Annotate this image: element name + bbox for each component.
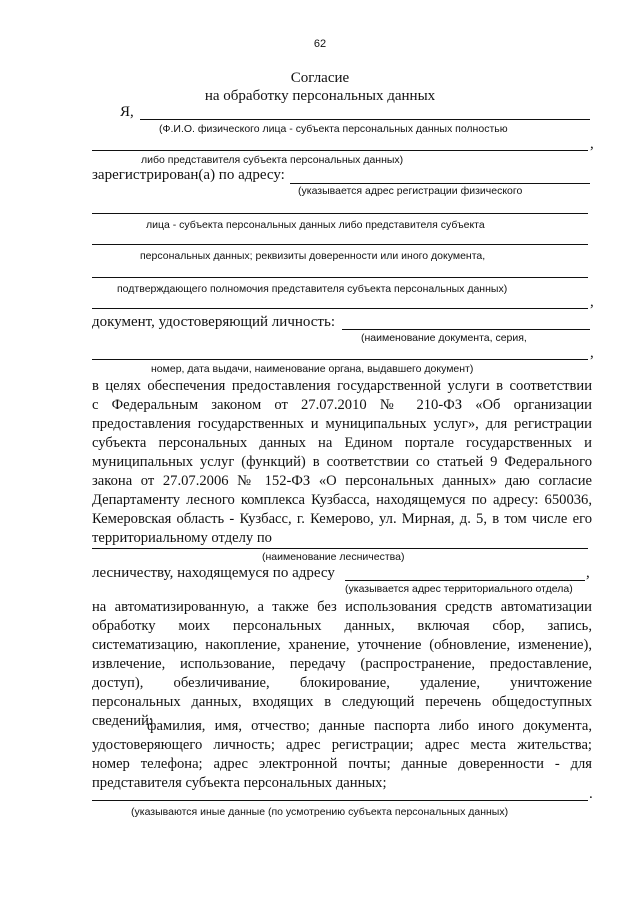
registered-label: зарегистрирован(а) по адресу:: [92, 167, 285, 183]
page-number: 62: [313, 38, 327, 50]
hint-address-1: (указывается адрес регистрации физического: [298, 185, 523, 197]
fio-input-line-2[interactable]: [92, 150, 588, 151]
paragraph-line: извлечение, использование, передачу (распространение, предоставление,: [92, 656, 592, 672]
document-subtitle: на обработку персональных данных: [204, 88, 436, 104]
fio-input-line[interactable]: [140, 119, 590, 120]
comma-1: ,: [590, 136, 594, 152]
paragraph-line: сведений:: [92, 713, 153, 729]
paragraph-line: удостоверяющего личность; адрес регистрации; адрес места жительства;: [92, 737, 592, 753]
forestry-input-line[interactable]: [92, 548, 588, 549]
paragraph-line: персональных данных, входящих в следующий перечень общедоступных: [92, 694, 592, 710]
other-data-input-line[interactable]: [92, 800, 588, 801]
hint-address-3: персональных данных; реквизиты доверенности или иного документа,: [140, 250, 486, 262]
comma-4: ,: [586, 565, 590, 581]
paragraph-line: номер телефона; адрес электронной почты; данные доверенности - для: [92, 756, 592, 772]
hint-address-4: подтверждающего полномочия представителя субъекта персональных данных): [117, 283, 508, 295]
paragraph-line: в целях обеспечения предоставления государственной услуги в соответствии: [92, 378, 592, 394]
hint-doc-2: номер, дата выдачи, наименование органа, выдавшего документ): [151, 363, 474, 375]
address-input-line-5[interactable]: [92, 308, 588, 309]
comma-2: ,: [590, 294, 594, 310]
document-label: документ, удостоверяющий личность:: [92, 314, 335, 330]
paragraph-line: доступ), обезличивание, блокирование, удаление, уничтожение: [92, 675, 592, 691]
paragraph-line: Кемеровская область - Кузбасс, г. Кемерово, ул. Мирная, д. 5, в том числе его: [92, 511, 592, 527]
document-title: Согласие: [290, 70, 350, 86]
consent-paragraph-3: [92, 717, 592, 793]
forestry-label: лесничеству, находящемуся по адресу: [92, 565, 335, 581]
hint-address-2: лица - субъекта персональных данных либо представителя субъекта: [146, 219, 485, 231]
paragraph-line: предоставления государственных и муниципальных услуг», для регистрации: [92, 416, 592, 432]
address-input-line[interactable]: [290, 183, 590, 184]
paragraph-line: систематизацию, накопление, хранение, уточнение (обновление, изменение),: [92, 637, 592, 653]
paragraph-line: муниципальных услуг (функций) в соответствии со статьей 9 Федерального: [92, 454, 592, 470]
comma-3: ,: [590, 345, 594, 361]
document-input-line[interactable]: [342, 329, 590, 330]
hint-fio-2: либо представителя субъекта персональных данных): [141, 154, 404, 166]
consent-paragraph-1: [92, 377, 592, 548]
hint-forestry: (наименование лесничества): [262, 551, 405, 563]
paragraph-line: фамилия, имя, отчество; данные паспорта либо иного документа,: [147, 718, 592, 734]
ya-label: Я,: [120, 104, 134, 120]
paragraph-line: Департаменту лесного комплекса Кузбасса, находящемуся по адресу: 650036,: [92, 492, 592, 508]
address-input-line-4[interactable]: [92, 277, 588, 278]
paragraph-line: закона от 27.07.2006 № 152-ФЗ «О персональных данных» даю согласие: [92, 473, 592, 489]
address-input-line-2[interactable]: [92, 213, 588, 214]
paragraph-line: субъекта персональных данных на Едином портале государственных и: [92, 435, 592, 451]
hint-other: (указываются иные данные (по усмотрению субъекта персональных данных): [131, 806, 509, 818]
hint-territorial: (указывается адрес территориального отдела): [345, 583, 573, 595]
territorial-address-input-line[interactable]: [345, 580, 585, 581]
paragraph-line: представителя субъекта персональных данных;: [92, 775, 387, 791]
document-input-line-2[interactable]: [92, 359, 588, 360]
paragraph-line: обработку моих персональных данных, включая сбор, запись,: [92, 618, 592, 634]
paragraph-line: территориальному отделу по: [92, 530, 272, 546]
address-input-line-3[interactable]: [92, 244, 588, 245]
hint-fio-1: (Ф.И.О. физического лица - субъекта персональных данных полностью: [159, 123, 508, 135]
hint-doc-1: (наименование документа, серия,: [361, 332, 527, 344]
period: .: [589, 786, 593, 802]
consent-paragraph-2: [92, 598, 592, 731]
paragraph-line: на автоматизированную, а также без использования средств автоматизации: [92, 599, 592, 615]
paragraph-line: с Федеральным законом от 27.07.2010 № 210-ФЗ «Об организации: [92, 397, 592, 413]
